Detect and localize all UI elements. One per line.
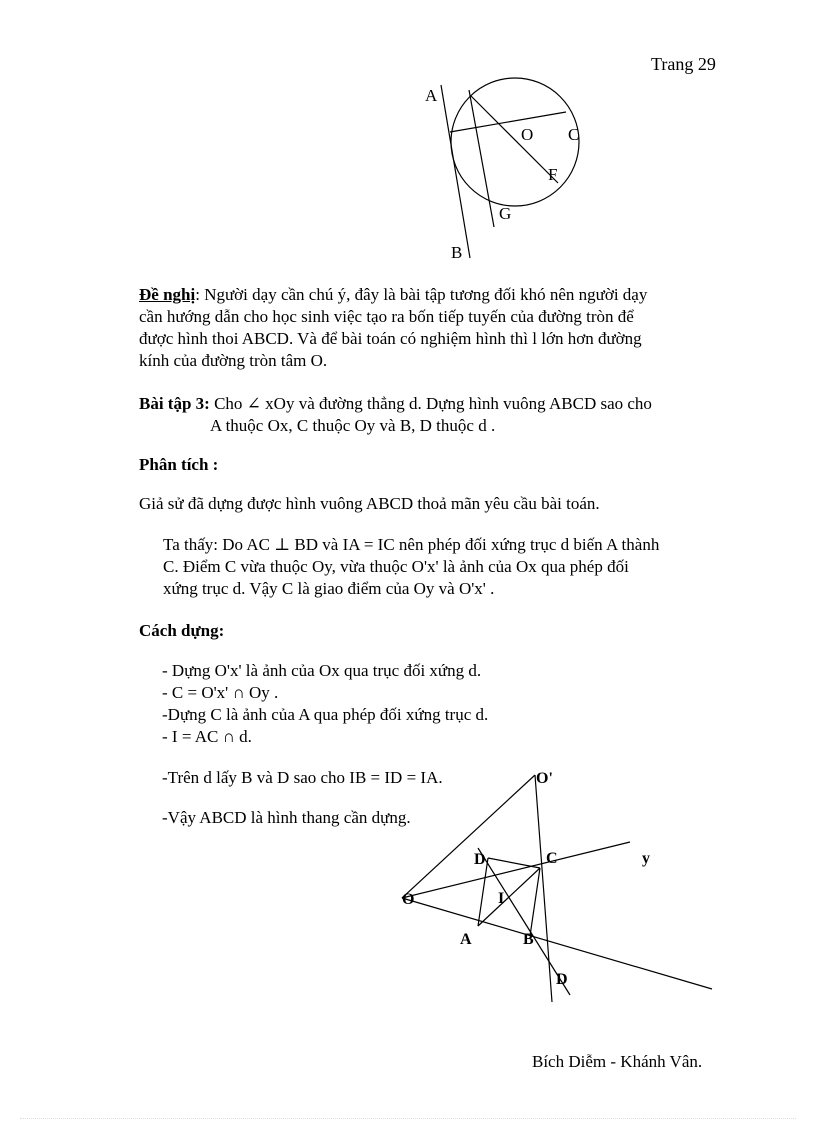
- label-a: A: [460, 931, 472, 948]
- label-i: I: [498, 890, 505, 907]
- observation-line: Ta thấy: Do AC ⊥ BD và IA = IC nên phép đối xứng trục d biến A thành: [163, 535, 660, 554]
- ray-oy: [402, 842, 630, 898]
- label-d-top: D: [474, 851, 486, 868]
- suggestion-line: cần hướng dẫn cho học sinh việc tạo ra bốn tiếp tuyến của đường tròn để: [139, 307, 634, 326]
- suggestion-heading: Đề nghị: [139, 285, 196, 304]
- construction-conclusion: -Vậy ABCD là hình thang cần dựng.: [162, 808, 411, 827]
- footer-authors: Bích Diễm - Khánh Vân.: [532, 1052, 703, 1071]
- construction-step: - Dựng O'x' là ảnh của Ox qua trục đối xứng d.: [162, 661, 482, 680]
- suggestion-line: được hình thoi ABCD. Và để bài toán có nghiệm hình thì l lớn hơn đường: [139, 329, 642, 348]
- label-d-bottom: D: [556, 971, 568, 988]
- construction-heading: Cách dựng:: [139, 621, 225, 640]
- observation-line: xứng trục d. Vậy C là giao điểm của Oy và O'x' .: [163, 579, 495, 598]
- label-c: C: [546, 850, 558, 867]
- side-cb: [530, 868, 540, 936]
- label-b: B: [451, 243, 463, 262]
- label-c: C: [568, 125, 580, 144]
- label-f: F: [548, 165, 558, 184]
- page-number: Trang 29: [651, 54, 716, 74]
- observation-line: C. Điểm C vừa thuộc Oy, vừa thuộc O'x' là ảnh của Ox qua phép đối: [163, 557, 629, 576]
- construction-step: - I = AC ∩ d.: [162, 727, 252, 746]
- label-g: G: [499, 204, 512, 223]
- construction-step: -Dựng C là ảnh của A qua phép đối xứng trục d.: [162, 705, 489, 724]
- suggestion-line: : Người dạy cần chú ý, đây là bài tập tương đối khó nên người dạy: [195, 285, 648, 304]
- exercise-line-2: A thuộc Ox, C thuộc Oy và B, D thuộc d .: [210, 416, 496, 435]
- analysis-assumption: Giả sử đã dựng được hình vuông ABCD thoả mãn yêu cầu bài toán.: [139, 494, 600, 513]
- suggestion-line: kính của đường tròn tâm O.: [139, 351, 328, 370]
- label-y: y: [642, 850, 650, 867]
- construction-step: - C = O'x' ∩ Oy .: [162, 683, 279, 702]
- page-bottom-divider: [20, 1118, 796, 1119]
- exercise-label: Bài tập 3:: [139, 394, 210, 413]
- side-ad: [478, 858, 488, 926]
- label-b: B: [523, 931, 534, 948]
- exercise-line-1: Cho ∠ xOy và đường thẳng d. Dựng hình vuông ABCD sao cho: [214, 394, 652, 413]
- label-a: A: [425, 86, 438, 105]
- side-dc: [488, 858, 540, 868]
- label-o: O: [521, 125, 534, 144]
- label-o: O: [402, 891, 415, 908]
- construction-step-5: -Trên d lấy B và D sao cho IB = ID = IA.: [162, 768, 443, 787]
- line-o-oprime: [402, 775, 535, 898]
- label-oprime: O': [536, 770, 553, 787]
- analysis-heading: Phân tích :: [139, 455, 219, 474]
